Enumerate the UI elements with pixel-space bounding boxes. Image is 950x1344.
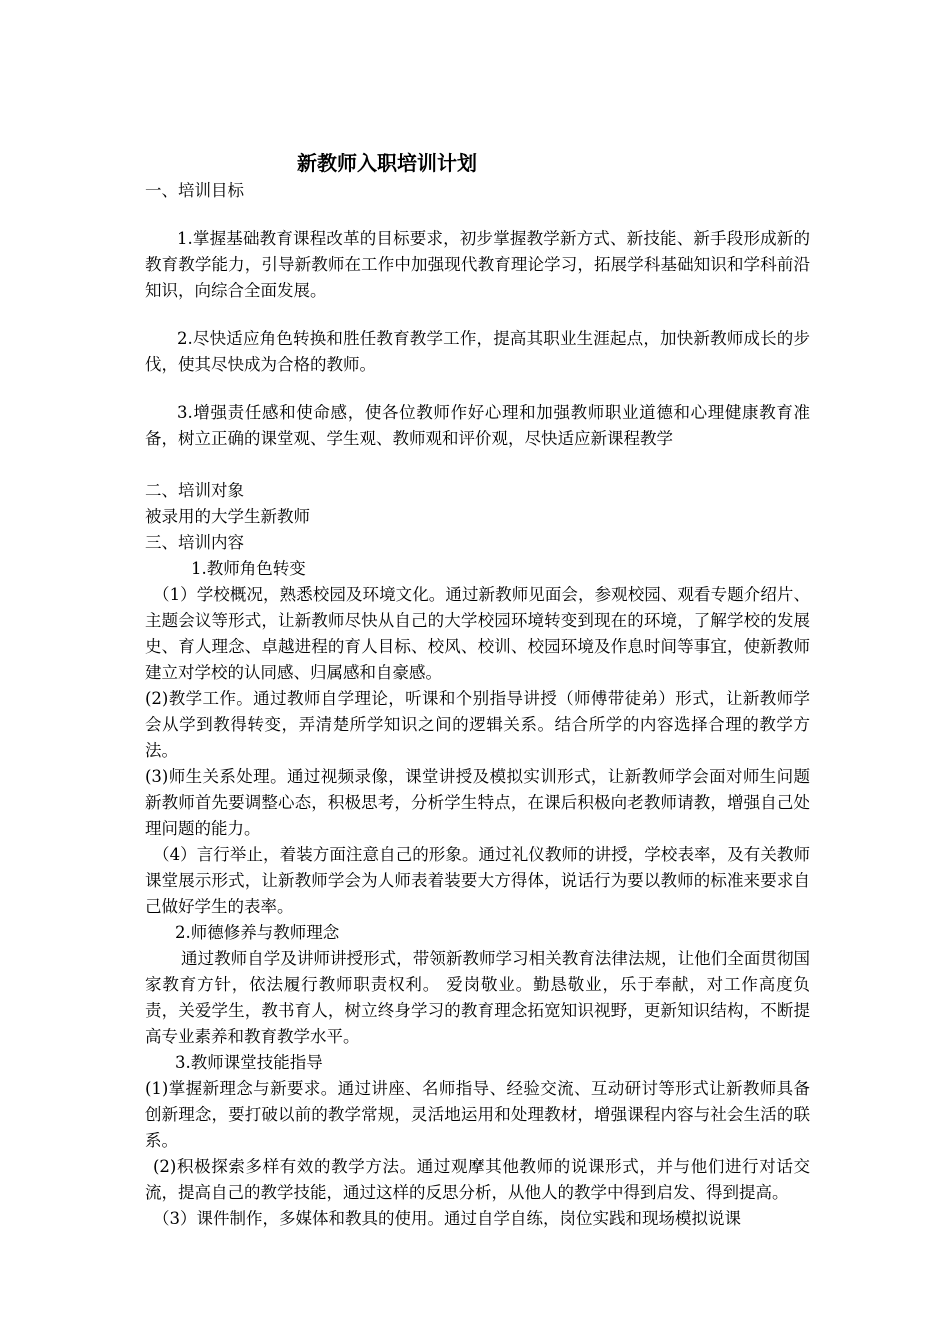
content-item-1-2: (2)教学工作。通过教师自学理论，听课和个别指导讲授（师傅带徒弟）形式，让新教师学会从学到教得转变，弄清楚所学知识之间的逻辑关系。结合所学的内容选择合理的教学方法。	[145, 689, 810, 760]
document-page	[145, 148, 810, 1232]
subsection-heading-ethics: 2.师德修养与教师理念	[175, 923, 340, 942]
goal-paragraph-1: 1.掌握基础教育课程改革的目标要求，初步掌握教学新方式、新技能、新手段形成新的教育教学能力，引导新教师在工作中加强现代教育理论学习，拓展学科基础知识和学科前沿知识，向综合全面发展。	[145, 229, 810, 300]
content-item-3-2: (2)积极探索多样有效的教学方法。通过观摩其他教师的说课形式，并与他们进行对话交流，提高自己的教学技能，通过这样的反思分析，从他人的教学中得到启发、得到提高。	[145, 1157, 810, 1202]
section-heading-content: 三、培训内容	[145, 533, 244, 552]
goal-paragraph-3: 3.增强责任感和使命感，使各位教师作好心理和加强教师职业道德和心理健康教育准备，树立正确的课堂观、学生观、教师观和评价观，尽快适应新课程教学	[145, 403, 810, 448]
content-item-3-1: (1)掌握新理念与新要求。通过讲座、名师指导、经验交流、互动研讨等形式让新教师具备创新理念，要打破以前的教学常规，灵活地运用和处理教材，增强课程内容与社会生活的联系。	[145, 1079, 810, 1150]
ethics-paragraph: 通过教师自学及讲师讲授形式，带领新教师学习相关教育法律法规，让他们全面贯彻国家教育方针，依法履行教师职责权利。 爱岗敬业。勤恳敬业，乐于奉献，对工作高度负责，关爱学生，教书育人，树立终身学习的教育理念拓宽知识视野，更新知识结构，不断提高专业素养和教育教学水平。	[145, 949, 810, 1046]
document-title: 新教师入职培训计划	[297, 151, 477, 175]
subsection-heading-role: 1.教师角色转变	[191, 559, 306, 578]
audience-text: 被录用的大学生新教师	[145, 507, 310, 526]
goal-paragraph-2: 2.尽快适应角色转换和胜任教育教学工作，提高其职业生涯起点，加快新教师成长的步伐，使其尽快成为合格的教师。	[145, 329, 810, 374]
section-heading-audience: 二、培训对象	[145, 481, 244, 500]
section-heading-goals: 一、培训目标	[145, 181, 244, 200]
content-item-1-4: （4）言行举止，着装方面注意自己的形象。通过礼仪教师的讲授，学校表率，及有关教师课堂展示形式，让新教师学会为人师表着装要大方得体，说话行为要以教师的标准来要求自己做好学生的表率。	[145, 845, 810, 916]
subsection-heading-skills: 3.教师课堂技能指导	[175, 1053, 323, 1072]
content-item-1-1: （1）学校概况，熟悉校园及环境文化。通过新教师见面会，参观校园、观看专题介绍片、主题会议等形式，让新教师尽快从自己的大学校园环境转变到现在的环境，了解学校的发展史、育人理念、卓越进程的育人目标、校风、校训、校园环境及作息时间等事宜，使新教师建立对学校的认同感、归属感和自豪感。	[145, 585, 810, 682]
content-item-1-3: (3)师生关系处理。通过视频录像，课堂讲授及模拟实训形式，让新教师学会面对师生问题新教师首先要调整心态，积极思考，分析学生特点，在课后积极向老教师请教，增强自己处理问题的能力。	[145, 767, 810, 838]
content-item-3-3: （3）课件制作，多媒体和教具的使用。通过自学自练，岗位实践和现场模拟说课	[153, 1209, 741, 1228]
